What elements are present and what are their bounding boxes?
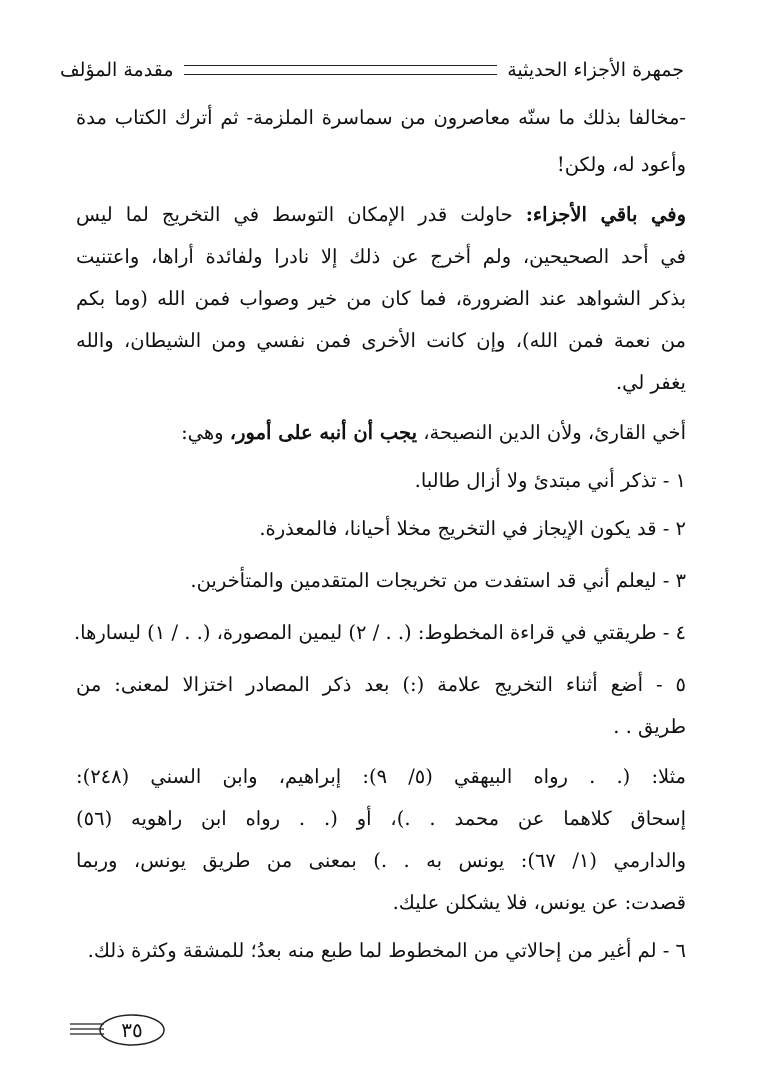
text-line: في أحد الصحيحين، ولم أخرج عن ذلك إلا نادرا ولفائدة أراها، واعتنيت bbox=[76, 245, 686, 268]
list-item: ١ - تذكر أني مبتدئ ولا أزال طالبا. bbox=[414, 469, 686, 492]
bold-lead: وفي باقي الأجزاء: bbox=[525, 203, 686, 226]
list-item: ٦ - لم أغير من إحالاتي من المخطوط لما طبع منه بعدُ؛ للمشقة وكثرة ذلك. bbox=[87, 939, 686, 962]
book-title: جمهرة الأجزاء الحديثية bbox=[507, 59, 684, 81]
list-item: ٤ - طريقتي في قراءة المخطوط: (. . / ٢) ليمين المصورة، (. . / ١) ليسارها. bbox=[73, 621, 686, 644]
text-line bbox=[76, 200, 686, 230]
list-item: ٢ - قد يكون الإيجاز في التخريج مخلا أحيانا، فالمعذرة. bbox=[259, 517, 686, 540]
text-span: أخي القارئ، ولأن الدين النصيحة، bbox=[423, 421, 686, 444]
bold-phrase: يجب أن أنبه على أمور، bbox=[229, 421, 418, 444]
example-line: والدارمي (١/ ٦٧): يونس به . .) بمعنى من طريق يونس، وربما bbox=[76, 849, 686, 872]
section-title: مقدمة المؤلف bbox=[60, 59, 174, 81]
text-line: -مخالفا بذلك ما سنّه معاصرون من سماسرة الملزمة- ثم أترك الكتاب مدة bbox=[76, 106, 686, 129]
text-line: وأعود له، ولكن! bbox=[556, 153, 686, 176]
example-line: مثلا: (. . رواه البيهقي (٥/ ٩): إبراهيم، وابن السني (٢٤٨): bbox=[76, 765, 686, 788]
text-span: وهي: bbox=[181, 421, 224, 444]
example-line: قصدت: عن يونس، فلا يشكلن عليك. bbox=[392, 891, 686, 914]
header-rule bbox=[184, 65, 498, 75]
running-header bbox=[60, 50, 684, 90]
list-item: ٥ - أضع أثناء التخريج علامة (:) بعد ذكر المصادر اختزالا لمعنى: من bbox=[76, 673, 686, 696]
text-span: حاولت قدر الإمكان التوسط في التخريج لما ليس bbox=[76, 203, 513, 226]
text-line: من نعمة فمن الله)، وإن كانت الأخرى فمن نفسي ومن الشيطان، والله bbox=[76, 329, 686, 352]
page-number-ornament bbox=[70, 1010, 180, 1050]
example-line: إسحاق كلاهما عن محمد . .)، أو (. . رواه ابن راهويه (٥٦) bbox=[76, 807, 686, 830]
page-number: ٣٥ bbox=[121, 1018, 143, 1042]
list-item: ٣ - ليعلم أني قد استفدت من تخريجات المتقدمين والمتأخرين. bbox=[190, 569, 686, 592]
text-line: بذكر الشواهد عند الضرورة، فما كان من خير وصواب فمن الله (وما بكم bbox=[76, 287, 686, 310]
text-line bbox=[76, 418, 686, 448]
text-line: يغفر لي. bbox=[615, 371, 686, 394]
list-item: طريق . . bbox=[613, 715, 686, 738]
